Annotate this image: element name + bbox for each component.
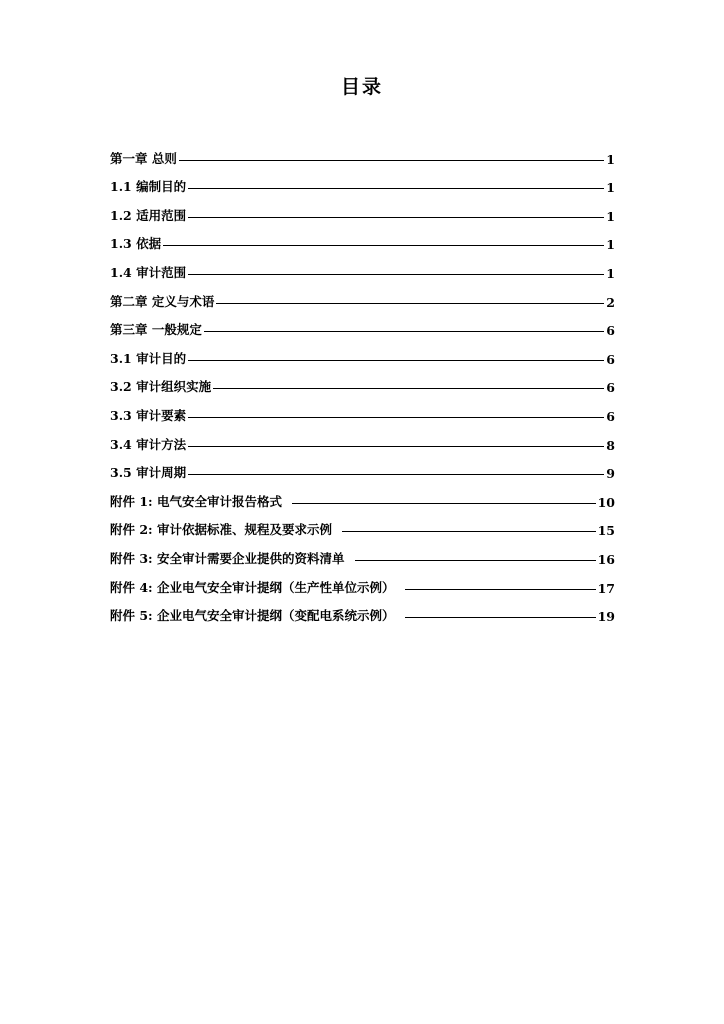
toc-entry (110, 538, 615, 567)
toc-entry (110, 453, 615, 482)
toc-entry-text: 3.3 审计要素 (110, 407, 187, 423)
toc-leader (204, 331, 604, 332)
toc-entry-text: 3.2 审计组织实施 (110, 379, 212, 395)
toc-entry (110, 596, 615, 625)
toc-entry-page: 6 (606, 323, 615, 339)
toc-leader (188, 188, 604, 189)
toc-entry-page: 15 (597, 523, 615, 539)
toc-leader (405, 589, 596, 590)
toc-entry-text: 3.1 审计目的 (110, 350, 187, 366)
toc-entry (110, 424, 615, 453)
toc-entry-text: 1.4 审计范围 (110, 264, 187, 280)
toc-entry-text: 附件 5: 企业电气安全审计提纲（变配电系统示例） (110, 608, 395, 624)
toc-entry-page: 1 (606, 180, 615, 196)
toc-entry-text: 1.2 适用范围 (110, 207, 187, 223)
toc-leader (188, 474, 604, 475)
toc-leader (188, 360, 604, 361)
toc-entry (110, 481, 615, 510)
toc-list (110, 138, 615, 624)
toc-entry-page: 1 (606, 208, 615, 224)
toc-leader (355, 560, 596, 561)
toc-entry-page: 9 (606, 466, 615, 482)
toc-entry (110, 281, 615, 310)
toc-entry-text: 1.3 依据 (110, 236, 162, 252)
toc-entry-text: 1.1 编制目的 (110, 179, 187, 195)
toc-entry-page: 8 (606, 437, 615, 453)
toc-leader (179, 160, 604, 161)
toc-leader (342, 531, 596, 532)
toc-entry-text: 附件 3: 安全审计需要企业提供的资料清单 (110, 550, 345, 566)
toc-entry-text: 3.4 审计方法 (110, 436, 187, 452)
toc-entry-text: 第一章 总则 (110, 150, 177, 166)
toc-leader (188, 217, 604, 218)
toc-entry (110, 338, 615, 367)
toc-entry (110, 167, 615, 196)
toc-entry-page: 19 (597, 609, 615, 625)
toc-entry (110, 224, 615, 253)
toc-entry-text: 附件 1: 电气安全审计报告格式 (110, 493, 283, 509)
toc-entry (110, 138, 615, 167)
toc-leader (163, 245, 604, 246)
toc-entry-page: 6 (606, 408, 615, 424)
toc-leader (188, 417, 604, 418)
toc-entry-page: 2 (606, 294, 615, 310)
toc-entry (110, 395, 615, 424)
toc-leader (405, 617, 596, 618)
toc-entry-page: 1 (606, 151, 615, 167)
toc-leader (188, 446, 604, 447)
toc-entry-page: 6 (606, 380, 615, 396)
toc-entry-page: 16 (597, 551, 615, 567)
toc-entry (110, 367, 615, 396)
toc-entry-text: 第三章 一般规定 (110, 322, 202, 338)
toc-entry (110, 567, 615, 596)
toc-entry (110, 510, 615, 539)
toc-title: 目录 (340, 76, 383, 98)
toc-entry-page: 10 (597, 494, 615, 510)
toc-entry-text: 第二章 定义与术语 (110, 293, 215, 309)
toc-entry-page: 17 (597, 580, 615, 596)
toc-leader (213, 388, 604, 389)
toc-entry-page: 6 (606, 351, 615, 367)
toc-leader (216, 303, 604, 304)
toc-entry (110, 252, 615, 281)
toc-leader (188, 274, 604, 275)
toc-entry (110, 310, 615, 339)
toc-entry-text: 3.5 审计周期 (110, 465, 187, 481)
toc-entry (110, 195, 615, 224)
toc-entry-page: 1 (606, 265, 615, 281)
toc-leader (292, 503, 596, 504)
toc-entry-page: 1 (606, 237, 615, 253)
toc-entry-text: 附件 2: 审计依据标准、规程及要求示例 (110, 522, 333, 538)
toc-entry-text: 附件 4: 企业电气安全审计提纲（生产性单位示例） (110, 579, 395, 595)
